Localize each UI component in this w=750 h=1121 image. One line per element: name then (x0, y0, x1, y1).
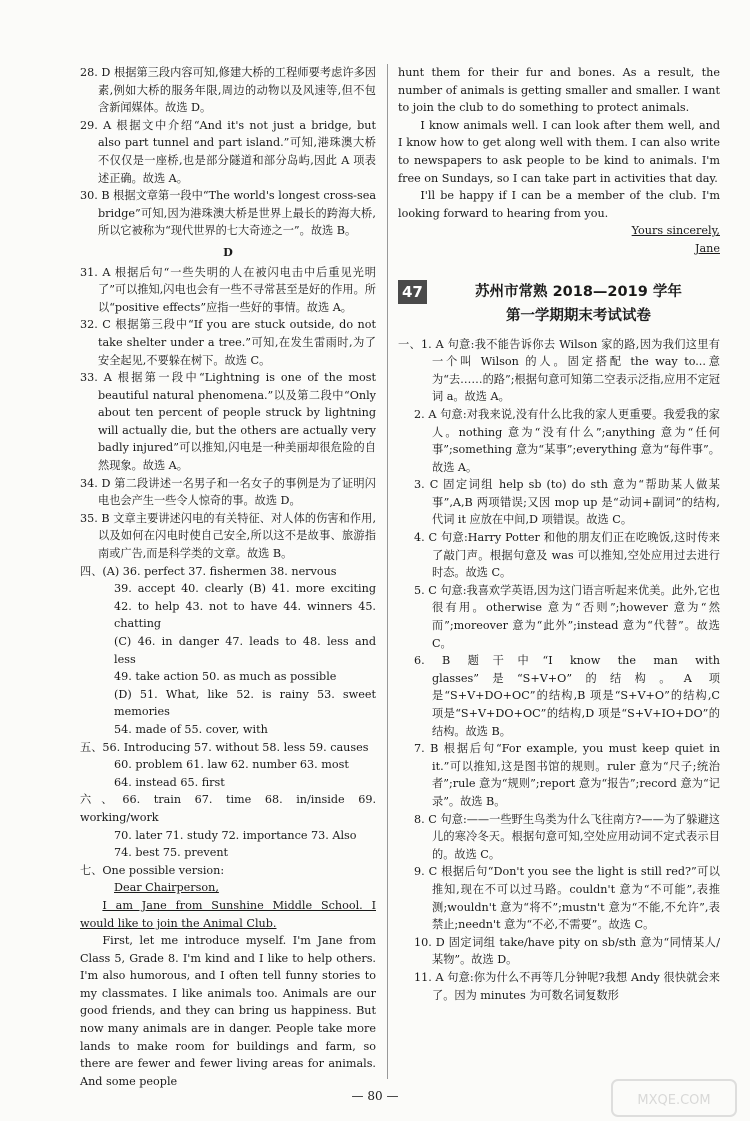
section-header (398, 280, 720, 328)
left-column-items-item: (C) 46. in danger 47. leads to 48. less and less (114, 635, 376, 666)
right-column-items2-item: 2. A 句意:对我来说,没有什么比我的家人更重要。我爱我的家人。nothing 意为“没有什么”;anything 意为“任何事”;something 意为“某事”;everything 意为“每件事”。故选 A。 (414, 407, 720, 474)
right-column-items-item: Yours sincerely, (631, 224, 720, 238)
left-column-items-item: 34. D 第二段讲述一名男子和一名女子的事例是为了证明闪电也会产生一些令人惊奇的事。故选 D。 (80, 476, 376, 508)
left-column-items-item: 七、One possible version: (80, 863, 225, 877)
right-column-items-item: Jane (695, 241, 720, 255)
section-title-line1: 苏州市常熟 2018—2019 学年 (475, 283, 682, 300)
left-column-items-item: 54. made of 55. cover, with (114, 722, 268, 736)
section-title-line2: 第一学期期末考试试卷 (505, 307, 651, 324)
left-column-items-item: 74. best 75. prevent (114, 846, 229, 860)
right-column-items2-item: 8. C 句意:——一些野生鸟类为什么飞往南方?——为了躲避这儿的寒冷冬天。根据句意可知,空处应用动词不定式表示目的。故选 C。 (414, 812, 720, 861)
left-column-items-item: (D) 51. What, like 52. is rainy 53. sweet memories (114, 687, 376, 719)
left-column-items-item: 六、66. train 67. time 68. in/inside 69. working/work (80, 793, 376, 824)
left-column-items-item: 28. D 根据第三段内容可知,修建大桥的工程师要考虑许多因素,例如大桥的服务年限,周边的动物以及风速等,但不包含新闻媒体。故选 D。 (80, 66, 376, 115)
right-column (398, 64, 720, 1004)
section-number-badge: 47 (398, 280, 427, 304)
right-column-items-item: I'll be happy if I can be a member of the club. I'm looking forward to hearing from you. (398, 189, 720, 220)
section-title (437, 280, 720, 328)
left-column-items-item: 60. problem 61. law 62. number 63. most (114, 758, 349, 772)
svg-text:MXQE.COM: MXQE.COM (637, 1093, 711, 1108)
right-column-items2-item: 7. B 根据后句“For example, you must keep quiet in it.”可以推知,这是图书馆的规则。ruler 意为“尺子;统治者”;rule 意为“规则”;report 意为“报告”;record 意为“记录”。故选 B。 (414, 742, 720, 808)
left-column-items-item: 49. take action 50. as much as possible (114, 670, 337, 684)
right-column-items-item: hunt them for their fur and bones. As a result, the number of animals is getting smaller and smaller. I want to join the club to do something to protect animals. (398, 66, 720, 115)
left-column-items-item: 30. B 根据文章第一段中“The world's longest cross-sea bridge”可知,因为港珠澳大桥是世界上最长的跨海大桥,所以它被称为“现代世界的七大奇迹之一”。故选 B。 (80, 189, 376, 238)
left-column-items-item: Dear Chairperson, (114, 881, 219, 895)
left-column-items-item: 35. B 文章主要讲述闪电的有关特征、对人体的伤害和作用,以及如何在闪电时使自己安全,所以这不是故事、旅游指南或广告,而是科学类的文章。故选 B。 (80, 511, 376, 561)
left-column-items-item: 33. A 根据第一段中“Lightning is one of the most beautiful natural phenomena.”以及第二段中“Only about ten percent of people struck by lightning will actually die, but the others are actually very badly injured”可以推知,闪电是一种美丽却很危险的自然现象。故选 A。 (80, 371, 376, 473)
right-column-items2-item: 3. C 固定词组 help sb (to) do sth 意为“帮助某人做某事”,A,B 两项错误;又因 mop up 是“动词+副词”的结构,代词 it 应放在中间,D 项错误。故选 C。 (414, 478, 720, 527)
letter-continuation (398, 64, 720, 258)
right-column-items2-item: 10. D 固定词组 take/have pity on sb/sth 意为“同情某人/某物”。故选 D。 (414, 935, 720, 967)
left-column-items-item: 四、(A) 36. perfect 37. fishermen 38. nervous (80, 564, 337, 578)
left-column-items-item: 39. accept 40. clearly (B) 41. more exciting 42. to help 43. not to have 44. winners 45. chatting (114, 582, 376, 631)
left-column (80, 64, 376, 1090)
page-number: — 80 — (351, 1089, 399, 1103)
right-column-items-item: I know animals well. I can look after them well, and I know how to get along well with them. I can also write to newspapers to ask people to be kind to animals. I'm free on Sundays, so I can take part in activities that day. (398, 118, 720, 185)
left-column-items-item: 29. A 根据文中介绍“And it's not just a bridge, but also part tunnel and part island.”可知,港珠澳大桥不仅仅是一座桥,也是部分隧道和部分岛屿,因此 A 项表述正确。故选 A。 (80, 118, 376, 185)
left-column-items-item: 32. C 根据第三段中“If you are stuck outside, do not take shelter under a tree.”可知,在发生雷雨时,为了安全起见,不要躲在树下。故选 C。 (80, 318, 376, 367)
right-column-items2-item: 5. C 句意:我喜欢学英语,因为这门语言听起来优美。此外,它也很有用。otherwise 意为“否则”;however 意为“然而”;moreover 意为“此外”;instead 意为“代替”。故选 C。 (414, 583, 720, 650)
left-column-items-item: 五、56. Introducing 57. without 58. less 59. causes (80, 740, 369, 754)
right-column-items2-item: 4. C 句意:Harry Potter 和他的朋友们正在吃晚饭,这时传来了敲门声。根据句意及 was 可以推知,空处应用过去进行时态。故选 C。 (414, 531, 720, 580)
answer-explanations (398, 336, 720, 1005)
right-column-items2-item: 11. A 句意:你为什么不再等几分钟呢?我想 Andy 很快就会来了。因为 minutes 为可数名词复数形 (414, 970, 720, 1002)
right-column-items2-item: 一、1. A 句意:我不能告诉你去 Wilson 家的路,因为我们这里有一个叫 Wilson 的人。固定搭配 the way to...意为“去……的路”;根据句意可知第二空表示泛指,应用不定冠词 a。故选 A。 (398, 337, 720, 404)
left-column-items-item: 31. A 根据后句“一些失明的人在被闪电击中后重见光明了”可以推知,闪电也会有一些不寻常甚至是好的作用。所以“positive effects”应指一些好的事情。故选 A。 (80, 265, 376, 314)
left-column-items-item: 70. later 71. study 72. importance 73. Also (114, 828, 357, 842)
left-column-items-item: D (223, 244, 233, 259)
watermark-logo (610, 1078, 738, 1118)
right-column-items2-item: 6. B 题干中“I know the man with glasses”是“S+V+O”的结构。A 项是“S+V+DO+OC”的结构,B 项是“S+V+O”的结构,C 项是“S+V+DO+OC”的结构,D 项是“S+V+IO+DO”的结构。故选 B。 (414, 654, 720, 738)
column-divider (387, 64, 388, 1079)
left-column-items-item: I am Jane from Sunshine Middle School. I would like to join the Animal Club. (80, 898, 376, 930)
left-column-items-item: First, let me introduce myself. I'm Jane from Class 5, Grade 8. I'm kind and I like to help others. I'm also humorous, and I often tell funny stories to my classmates. I like animals too. Animals are our good friends, and they can bring us happiness. But now many animals are in danger. People take more lands to make room for buildings and farm, so there are fewer and fewer living areas for animals. And some people (80, 934, 376, 1088)
right-column-items2-item: 9. C 根据后句“Don't you see the light is still red?”可以推知,现在不可以过马路。couldn't 意为“不可能”,表推测;wouldn't 意为“将不”;mustn't 意为“不能,不允许”,表禁止;needn't 意为“不必,不需要”。故选 C。 (414, 865, 720, 932)
left-column-items-item: 64. instead 65. first (114, 775, 225, 789)
